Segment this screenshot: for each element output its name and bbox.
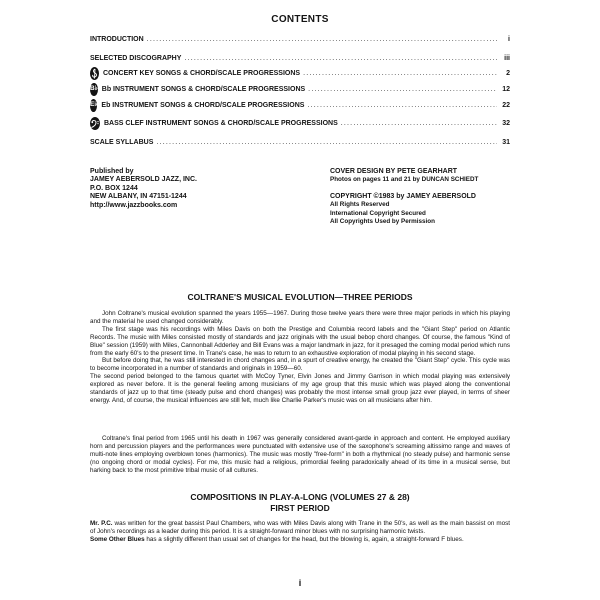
publisher-line: Published by	[90, 168, 134, 175]
toc-label: Bb INSTRUMENT SONGS & CHORD/SCALE PROGRESSIONS	[101, 86, 306, 93]
bass-clef-icon	[90, 117, 100, 130]
composition-entry	[90, 536, 510, 544]
toc-row-scale-syllabus[interactable]	[90, 134, 510, 146]
toc-label: CONCERT KEY SONGS & CHORD/SCALE PROGRESSIONS	[103, 70, 301, 77]
toc-row-concert-key[interactable]	[90, 66, 510, 81]
toc-leader-dots	[307, 102, 497, 109]
compositions-heading: COMPOSITIONS IN PLAY-A-LONG (VOLUMES 27 & 28)	[190, 492, 410, 502]
toc-page: iii	[504, 55, 510, 62]
toc-row-bb-instrument[interactable]	[90, 82, 510, 97]
evolution-heading: COLTRANE'S MUSICAL EVOLUTION—THREE PERIODS	[187, 292, 413, 302]
paragraph: The second period belonged to the famous quartet with McCoy Tyner, Elvin Jones and Jimmy Garrison in which modal playing was extensively explored as never before. It is the general feeling among musicians of my age group that this music which was played along the conventional standards of jazz up to that time (steady pulse and chord changes) was probably the most intense small group jazz ever played, in terms of sheer energy. And, of course, the musical influences are still felt, much like Charlie Parker's music was on all musicians after him.	[90, 373, 510, 404]
evolution-body	[90, 310, 510, 405]
evolution-final-period	[90, 435, 510, 475]
composition-title: Mr. P.C.	[90, 520, 113, 527]
toc-page: 12	[502, 86, 510, 93]
toc-page: 22	[502, 102, 510, 109]
composition-text: has a slightly different than usual set of changes for the head, but the blowing is, again, a straight-forward F blues.	[146, 535, 464, 543]
credits-block	[330, 168, 478, 226]
b-flat-icon: B♭	[90, 83, 98, 96]
paragraph: Coltrane's final period from 1965 until his death in 1967 was generally considered avant-garde in approach and content. He employed auxiliary horn and percussion players and the performances were punctuated with extensive use of the saxophone's screaming altissimo range and waves of multi-note lines employing overblown tones (harmonics). The music was mostly "free-form" in both a rhythmical (no steady pulse) and harmonic sense (no ongoing chord or modal cycles). For me, this music had a religious, primordial feeling paradoxically ahead of its time in a musical sense, but harking back to the most primitive tribal music of all cultures.	[90, 435, 510, 474]
toc-leader-dots	[147, 36, 497, 43]
toc-leader-dots	[184, 55, 497, 62]
page-title: CONTENTS	[271, 14, 329, 25]
toc-label: Eb INSTRUMENT SONGS & CHORD/SCALE PROGRESSIONS	[101, 102, 305, 109]
page-number: i	[298, 578, 302, 588]
paragraph: But before doing that, he was still interested in chord changes and, in a spurt of creative energy, he created the "Giant Step" cycle. This cycle was to become incorporated in a number of standards and originals in 1959—60.	[90, 357, 510, 373]
toc-page: 32	[502, 120, 510, 127]
rights-line: International Copyright Secured	[330, 209, 426, 217]
cover-credit: COVER DESIGN BY PETE GEARHART	[330, 168, 458, 175]
toc-leader-dots	[308, 86, 497, 93]
toc-label: SCALE SYLLABUS	[90, 139, 154, 146]
toc-leader-dots	[341, 120, 497, 127]
publisher-website-link[interactable]: http://www.jazzbooks.com	[90, 201, 178, 209]
e-flat-icon: E♭	[90, 99, 97, 112]
toc-page: i	[508, 36, 510, 43]
toc-row-eb-instrument[interactable]	[90, 98, 510, 113]
publisher-block	[90, 168, 197, 210]
paragraph: John Coltrane's musical evolution spanned the years 1955—1967. During those twelve years there were three major periods in which his playing and the material he used changed considerably.	[90, 310, 510, 325]
toc-leader-dots	[156, 139, 497, 146]
copyright-line: COPYRIGHT ©1983 by JAMEY AEBERSOLD	[330, 192, 476, 200]
toc-page: 31	[502, 139, 510, 146]
toc-leader-dots	[303, 70, 497, 77]
rights-line: All Rights Reserved	[330, 201, 390, 209]
treble-clef-icon	[90, 67, 99, 80]
toc-label: BASS CLEF INSTRUMENT SONGS & CHORD/SCALE PROGRESSIONS	[104, 120, 338, 127]
toc-row-bass-clef[interactable]	[90, 116, 510, 131]
publisher-name: JAMEY AEBERSOLD JAZZ, INC.	[90, 176, 197, 184]
photo-credit: Photos on pages 11 and 21 by DUNCAN SCHIEDT	[330, 176, 479, 184]
rights-line: All Copyrights Used by Permission	[330, 218, 435, 226]
paragraph: The first stage was his recordings with Miles Davis on both the Prestige and Columbia record labels and the "Giant Step" period on Atlantic Records. The music with Miles consisted mostly of standards and jazz originals with the usual bebop chord changes. Of course, the famous "Kind of Blue" session (1959) with Miles, Cannonball Adderley and Bill Evans was a major landmark in jazz, for it presaged the coming modal period which runs from the early 60's to the present time. In Trane's case, he was to return to an exhaustive exploration of modal playing in his second stage.	[90, 325, 510, 357]
compositions-body	[90, 520, 510, 544]
composition-title: Some Other Blues	[90, 535, 145, 543]
toc-label: INTRODUCTION	[90, 36, 144, 43]
toc-row-discography[interactable]	[90, 50, 510, 62]
toc-page: 2	[506, 70, 510, 77]
composition-entry	[90, 520, 510, 536]
toc-label: SELECTED DISCOGRAPHY	[90, 55, 182, 62]
composition-text: was written for the great bassist Paul Chambers, who was with Miles Davis along with Trane in the 50's, as well as the main bassist on most of John's recordings as a leader during this period. It is a straight-forward minor blues with no surprising harmonic twists.	[90, 520, 510, 535]
toc-row-introduction[interactable]	[90, 31, 510, 43]
first-period-heading: FIRST PERIOD	[270, 503, 330, 513]
publisher-address: P.O. BOX 1244	[90, 184, 138, 192]
publisher-city: NEW ALBANY, IN 47151-1244	[90, 193, 187, 201]
